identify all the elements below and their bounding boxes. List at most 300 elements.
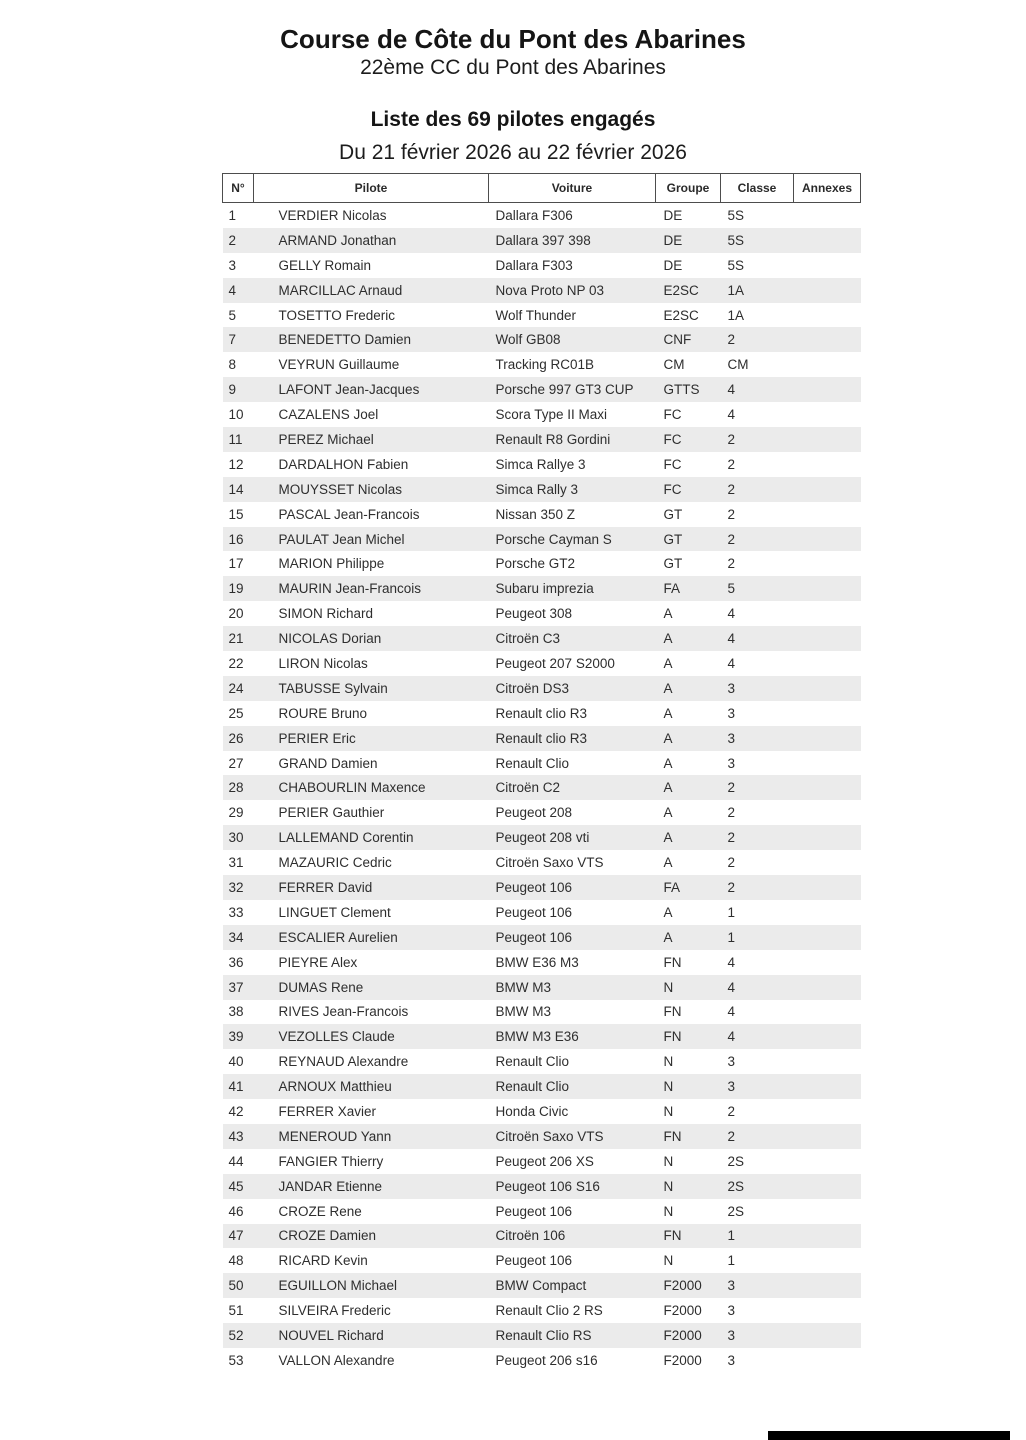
cell-num: 20 xyxy=(228,606,244,622)
cell-pilote: GELLY Romain xyxy=(278,257,372,273)
cell-num: 36 xyxy=(228,954,244,970)
table-row xyxy=(223,377,861,402)
cell-pilote: VEZOLLES Claude xyxy=(278,1029,395,1045)
cell-pilote: LINGUET Clement xyxy=(278,904,391,920)
cell-num: 22 xyxy=(228,655,244,671)
cell-num: 25 xyxy=(228,705,244,721)
cell-pilote: ARNOUX Matthieu xyxy=(278,1079,392,1095)
cell-num: 33 xyxy=(228,904,244,920)
cell-pilote: DUMAS Rene xyxy=(278,979,364,995)
cell-classe: 4 xyxy=(727,631,736,647)
cell-num: 15 xyxy=(228,506,244,522)
cell-num: 52 xyxy=(228,1328,244,1344)
cell-classe: 4 xyxy=(727,382,736,398)
cell-groupe: GTTS xyxy=(663,382,700,398)
cell-voiture: Renault clio R3 xyxy=(495,730,588,746)
cell-num: 19 xyxy=(228,581,244,597)
cell-pilote: JANDAR Etienne xyxy=(278,1178,383,1194)
cell-num: 44 xyxy=(228,1153,244,1169)
cell-num: 16 xyxy=(228,531,244,547)
cell-annexes xyxy=(794,527,861,552)
cell-pilote: MARCILLAC Arnaud xyxy=(278,282,403,298)
cell-voiture: Nova Proto NP 03 xyxy=(495,282,605,298)
cell-groupe: A xyxy=(663,680,673,696)
cell-annexes xyxy=(794,278,861,303)
cell-voiture: Nissan 350 Z xyxy=(495,506,576,522)
cell-num: 38 xyxy=(228,1004,244,1020)
cell-voiture: Renault clio R3 xyxy=(495,705,588,721)
cell-num: 50 xyxy=(228,1278,244,1294)
cell-voiture: Renault Clio 2 RS xyxy=(495,1303,603,1319)
cell-annexes xyxy=(794,1124,861,1149)
cell-classe: 2S xyxy=(727,1153,745,1169)
table-row xyxy=(223,1174,861,1199)
cell-pilote: FERRER Xavier xyxy=(278,1104,377,1119)
cell-classe: 1 xyxy=(727,929,736,945)
cell-groupe: FC xyxy=(663,456,682,472)
cell-classe: 5S xyxy=(727,207,745,223)
cell-groupe: N xyxy=(663,1079,674,1095)
cell-groupe: A xyxy=(663,929,673,945)
cell-annexes xyxy=(794,1149,861,1174)
cell-classe: 4 xyxy=(727,1004,736,1020)
cell-groupe: GT xyxy=(663,506,683,522)
cell-classe: 2 xyxy=(727,830,736,846)
cell-pilote: DARDALHON Fabien xyxy=(278,456,409,472)
table-row xyxy=(223,1248,861,1273)
cell-annexes xyxy=(794,402,861,427)
cell-pilote: NOUVEL Richard xyxy=(278,1328,384,1344)
cell-classe: 3 xyxy=(727,1328,736,1344)
cell-num: 34 xyxy=(228,929,244,945)
cell-pilote: PAULAT Jean Michel xyxy=(278,531,405,547)
cell-groupe: FC xyxy=(663,407,682,423)
cell-voiture: Subaru imprezia xyxy=(495,581,594,597)
cell-classe: 2 xyxy=(727,855,736,871)
table-row xyxy=(223,427,861,452)
table-row xyxy=(223,1273,861,1298)
table-row xyxy=(223,1199,861,1224)
col-header-groupe: Groupe xyxy=(656,174,721,203)
cell-groupe: N xyxy=(663,1054,674,1070)
table-row xyxy=(223,477,861,502)
cell-groupe: E2SC xyxy=(663,282,699,298)
cell-voiture: Peugeot 308 xyxy=(495,606,573,622)
table-row xyxy=(223,502,861,527)
cell-groupe: DE xyxy=(663,257,683,273)
table-row xyxy=(223,1224,861,1249)
cell-classe: 5 xyxy=(727,581,736,597)
cell-num: 40 xyxy=(228,1054,244,1070)
cell-annexes xyxy=(794,751,861,776)
table-row xyxy=(223,626,861,651)
cell-voiture: Wolf Thunder xyxy=(495,307,577,323)
cell-num: 8 xyxy=(228,357,237,373)
cell-num: 14 xyxy=(228,481,244,497)
cell-pilote: MENEROUD Yann xyxy=(278,1128,392,1144)
cell-annexes xyxy=(794,1074,861,1099)
cell-voiture: Citroën C2 xyxy=(495,780,561,796)
table-row xyxy=(223,800,861,825)
cell-groupe: A xyxy=(663,904,673,920)
cell-num: 39 xyxy=(228,1029,244,1045)
cell-classe: 1A xyxy=(727,282,745,298)
cell-classe: 5S xyxy=(727,257,745,273)
cell-voiture: Peugeot 207 S2000 xyxy=(495,655,615,671)
cell-classe: 3 xyxy=(727,680,736,696)
table-row xyxy=(223,228,861,253)
table-row xyxy=(223,402,861,427)
cell-classe: 4 xyxy=(727,407,736,423)
table-row xyxy=(223,576,861,601)
cell-num: 24 xyxy=(228,680,244,696)
cell-voiture: BMW Compact xyxy=(495,1278,587,1294)
cell-num: 46 xyxy=(228,1203,244,1219)
table-row xyxy=(223,825,861,850)
cell-voiture: Dallara F303 xyxy=(495,257,573,273)
cell-num: 31 xyxy=(228,855,244,871)
cell-pilote: PEREZ Michael xyxy=(278,431,374,447)
cell-classe: 2S xyxy=(727,1178,745,1194)
cell-groupe: N xyxy=(663,1253,674,1269)
cell-num: 42 xyxy=(228,1104,244,1119)
table-row xyxy=(223,527,861,552)
cell-num: 48 xyxy=(228,1253,244,1269)
cell-pilote: ESCALIER Aurelien xyxy=(278,929,398,945)
date-range: Du 21 février 2026 au 22 février 2026 xyxy=(339,141,687,164)
cell-classe: CM xyxy=(727,357,749,373)
cell-voiture: BMW E36 M3 xyxy=(495,954,579,970)
cell-groupe: FN xyxy=(663,1004,682,1020)
cell-pilote: PIEYRE Alex xyxy=(278,954,358,970)
cell-num: 51 xyxy=(228,1303,244,1319)
cell-groupe: FN xyxy=(663,1128,682,1144)
cell-annexes xyxy=(794,950,861,975)
cell-pilote: NICOLAS Dorian xyxy=(278,631,382,647)
cell-classe: 1 xyxy=(727,904,736,920)
cell-pilote: MAURIN Jean-Francois xyxy=(278,581,422,597)
cell-annexes xyxy=(794,228,861,253)
cell-pilote: SIMON Richard xyxy=(278,606,374,622)
table-row xyxy=(223,1149,861,1174)
cell-annexes xyxy=(794,477,861,502)
cell-num: 2 xyxy=(228,232,237,248)
cell-num: 17 xyxy=(228,556,244,572)
cell-classe: 3 xyxy=(727,755,736,771)
cell-classe: 4 xyxy=(727,606,736,622)
cell-num: 53 xyxy=(228,1352,244,1368)
cell-groupe: GT xyxy=(663,556,683,572)
cell-annexes xyxy=(794,850,861,875)
table-row xyxy=(223,701,861,726)
table-row xyxy=(223,253,861,278)
cell-groupe: F2000 xyxy=(663,1303,702,1319)
cell-voiture: Peugeot 106 xyxy=(495,904,573,920)
cell-classe: 3 xyxy=(727,1079,736,1095)
table-row xyxy=(223,1298,861,1323)
table-row xyxy=(223,726,861,751)
cell-pilote: CROZE Damien xyxy=(278,1228,377,1244)
cell-classe: 2S xyxy=(727,1203,745,1219)
cell-annexes xyxy=(794,327,861,352)
cell-pilote: ROURE Bruno xyxy=(278,705,368,721)
cell-classe: 5S xyxy=(727,232,745,248)
col-header-num: N° xyxy=(223,174,254,203)
cell-annexes xyxy=(794,303,861,328)
cell-groupe: DE xyxy=(663,207,683,223)
cell-classe: 2 xyxy=(727,531,736,547)
table-row xyxy=(223,676,861,701)
cell-groupe: A xyxy=(663,606,673,622)
cell-classe: 3 xyxy=(727,1303,736,1319)
cell-annexes xyxy=(794,1049,861,1074)
cell-classe: 2 xyxy=(727,879,736,895)
cell-num: 7 xyxy=(228,332,237,348)
cell-annexes xyxy=(794,601,861,626)
table-row xyxy=(223,950,861,975)
table-row xyxy=(223,975,861,1000)
table-row xyxy=(223,1124,861,1149)
cell-voiture: Porsche GT2 xyxy=(495,556,576,572)
cell-annexes xyxy=(794,1323,861,1348)
cell-groupe: FN xyxy=(663,1029,682,1045)
cell-voiture: Peugeot 106 xyxy=(495,1253,573,1269)
cell-groupe: E2SC xyxy=(663,307,699,323)
cell-num: 30 xyxy=(228,830,244,846)
cell-voiture: Peugeot 206 s16 xyxy=(495,1352,598,1368)
cell-classe: 2 xyxy=(727,332,736,348)
cell-voiture: Simca Rally 3 xyxy=(495,481,579,497)
cell-pilote: SILVEIRA Frederic xyxy=(278,1303,391,1319)
col-header-voiture: Voiture xyxy=(489,174,656,203)
table-row xyxy=(223,1074,861,1099)
cell-pilote: VERDIER Nicolas xyxy=(278,207,387,223)
cell-voiture: Peugeot 106 xyxy=(495,1203,573,1219)
cell-pilote: RIVES Jean-Francois xyxy=(278,1004,409,1020)
cell-voiture: BMW M3 E36 xyxy=(495,1029,579,1045)
cell-pilote: TABUSSE Sylvain xyxy=(278,680,388,696)
cell-classe: 2 xyxy=(727,481,736,497)
table-row xyxy=(223,1323,861,1348)
cell-groupe: N xyxy=(663,1153,674,1169)
cell-annexes xyxy=(794,1000,861,1025)
cell-classe: 2 xyxy=(727,780,736,796)
cell-num: 9 xyxy=(228,382,237,398)
cell-num: 43 xyxy=(228,1128,244,1144)
cell-num: 47 xyxy=(228,1228,244,1244)
cell-classe: 4 xyxy=(727,1029,736,1045)
cell-classe: 2 xyxy=(727,1128,736,1144)
cell-groupe: N xyxy=(663,979,674,995)
cell-annexes xyxy=(794,551,861,576)
cell-pilote: LALLEMAND Corentin xyxy=(278,830,414,846)
table-row xyxy=(223,327,861,352)
table-row xyxy=(223,278,861,303)
cell-groupe: A xyxy=(663,780,673,796)
cell-classe: 3 xyxy=(727,1278,736,1294)
cell-annexes xyxy=(794,800,861,825)
cell-groupe: F2000 xyxy=(663,1278,702,1294)
col-header-pilote: Pilote xyxy=(254,174,489,203)
table-row xyxy=(223,900,861,925)
cell-annexes xyxy=(794,452,861,477)
table-row xyxy=(223,751,861,776)
cell-groupe: N xyxy=(663,1104,674,1119)
table-row xyxy=(223,1099,861,1124)
cell-groupe: DE xyxy=(663,232,683,248)
cell-annexes xyxy=(794,626,861,651)
cell-groupe: A xyxy=(663,655,673,671)
cell-num: 37 xyxy=(228,979,244,995)
cell-annexes xyxy=(794,1298,861,1323)
table-row xyxy=(223,203,861,228)
cell-voiture: BMW M3 xyxy=(495,979,551,995)
cell-classe: 3 xyxy=(727,1054,736,1070)
cell-classe: 1A xyxy=(727,307,745,323)
cell-pilote: PERIER Gauthier xyxy=(278,805,385,821)
cell-annexes xyxy=(794,726,861,751)
cell-pilote: MAZAURIC Cedric xyxy=(278,855,392,871)
cell-num: 29 xyxy=(228,805,244,821)
cell-pilote: ARMAND Jonathan xyxy=(278,232,397,248)
cell-annexes xyxy=(794,1099,861,1124)
cell-annexes xyxy=(794,576,861,601)
cell-num: 41 xyxy=(228,1079,244,1095)
cell-annexes xyxy=(794,427,861,452)
cell-classe: 1 xyxy=(727,1228,736,1244)
cell-annexes xyxy=(794,651,861,676)
cell-classe: 4 xyxy=(727,954,736,970)
list-title: Liste des 69 pilotes engagés xyxy=(370,108,656,131)
cell-annexes xyxy=(794,975,861,1000)
cell-classe: 2 xyxy=(727,805,736,821)
cell-annexes xyxy=(794,676,861,701)
cell-voiture: Renault Clio xyxy=(495,1054,570,1070)
cell-voiture: Dallara F306 xyxy=(495,207,573,223)
cell-classe: 3 xyxy=(727,1352,736,1368)
cell-num: 27 xyxy=(228,755,244,771)
cell-annexes xyxy=(794,352,861,377)
entrants-table xyxy=(222,173,861,1373)
cell-classe: 2 xyxy=(727,456,736,472)
cell-annexes xyxy=(794,253,861,278)
cell-annexes xyxy=(794,203,861,228)
table-row xyxy=(223,452,861,477)
cell-voiture: Peugeot 208 vti xyxy=(495,830,590,846)
cell-pilote: LIRON Nicolas xyxy=(278,655,368,671)
cell-groupe: CNF xyxy=(663,332,692,348)
table-row xyxy=(223,601,861,626)
cell-num: 12 xyxy=(228,456,244,472)
cell-annexes xyxy=(794,900,861,925)
cell-pilote: RICARD Kevin xyxy=(278,1253,368,1269)
cell-annexes xyxy=(794,775,861,800)
cell-classe: 3 xyxy=(727,730,736,746)
cell-voiture: Dallara 397 398 xyxy=(495,232,591,248)
cell-voiture: Renault R8 Gordini xyxy=(495,431,611,447)
table-row xyxy=(223,1024,861,1049)
cell-pilote: REYNAUD Alexandre xyxy=(278,1054,409,1070)
cell-pilote: FANGIER Thierry xyxy=(278,1153,384,1169)
cell-annexes xyxy=(794,502,861,527)
cell-num: 32 xyxy=(228,879,244,895)
cell-classe: 2 xyxy=(727,506,736,522)
cell-num: 1 xyxy=(228,207,237,223)
redaction-bar xyxy=(768,1431,1010,1440)
cell-groupe: F2000 xyxy=(663,1328,702,1344)
cell-groupe: FC xyxy=(663,481,682,497)
table-row xyxy=(223,875,861,900)
event-subtitle: 22ème CC du Pont des Abarines xyxy=(360,56,666,79)
cell-annexes xyxy=(794,1348,861,1373)
cell-pilote: PASCAL Jean-Francois xyxy=(278,506,420,522)
cell-classe: 2 xyxy=(727,556,736,572)
table-row xyxy=(223,1000,861,1025)
cell-num: 26 xyxy=(228,730,244,746)
cell-voiture: Citroën Saxo VTS xyxy=(495,855,604,871)
cell-pilote: CHABOURLIN Maxence xyxy=(278,780,426,796)
cell-voiture: Tracking RC01B xyxy=(495,357,595,373)
cell-voiture: Honda Civic xyxy=(495,1104,569,1119)
cell-groupe: FN xyxy=(663,1228,682,1244)
cell-voiture: Citroën 106 xyxy=(495,1228,566,1244)
col-header-annexes: Annexes xyxy=(794,174,861,203)
cell-classe: 4 xyxy=(727,655,736,671)
cell-groupe: FC xyxy=(663,431,682,447)
cell-pilote: GRAND Damien xyxy=(278,755,378,771)
table-row xyxy=(223,651,861,676)
table-row xyxy=(223,1348,861,1373)
cell-annexes xyxy=(794,1024,861,1049)
cell-voiture: Porsche 997 GT3 CUP xyxy=(495,382,634,398)
cell-groupe: F2000 xyxy=(663,1352,702,1368)
cell-classe: 3 xyxy=(727,705,736,721)
cell-groupe: GT xyxy=(663,531,683,547)
cell-groupe: N xyxy=(663,1203,674,1219)
cell-annexes xyxy=(794,875,861,900)
cell-num: 3 xyxy=(228,257,237,273)
entry-table-body xyxy=(223,203,861,1373)
cell-num: 28 xyxy=(228,780,244,796)
cell-classe: 4 xyxy=(727,979,736,995)
cell-annexes xyxy=(794,1199,861,1224)
cell-groupe: A xyxy=(663,830,673,846)
cell-voiture: BMW M3 xyxy=(495,1004,551,1020)
cell-pilote: CAZALENS Joel xyxy=(278,407,379,423)
col-header-classe: Classe xyxy=(721,174,794,203)
table-row xyxy=(223,352,861,377)
cell-pilote: MARION Philippe xyxy=(278,556,385,572)
cell-pilote: MOUYSSET Nicolas xyxy=(278,481,403,497)
cell-annexes xyxy=(794,701,861,726)
cell-num: 21 xyxy=(228,631,244,647)
cell-groupe: CM xyxy=(663,357,685,373)
cell-groupe: FA xyxy=(663,581,681,597)
cell-pilote: PERIER Eric xyxy=(278,730,356,746)
cell-voiture: Peugeot 106 xyxy=(495,879,573,895)
cell-voiture: Renault Clio xyxy=(495,755,570,771)
cell-pilote: VALLON Alexandre xyxy=(278,1352,395,1368)
cell-groupe: A xyxy=(663,705,673,721)
cell-classe: 2 xyxy=(727,1104,736,1119)
cell-voiture: Peugeot 106 xyxy=(495,929,573,945)
cell-pilote: EGUILLON Michael xyxy=(278,1278,398,1294)
cell-num: 11 xyxy=(228,431,243,447)
table-row xyxy=(223,850,861,875)
cell-pilote: VEYRUN Guillaume xyxy=(278,357,400,373)
cell-groupe: A xyxy=(663,855,673,871)
cell-groupe: FA xyxy=(663,879,681,895)
